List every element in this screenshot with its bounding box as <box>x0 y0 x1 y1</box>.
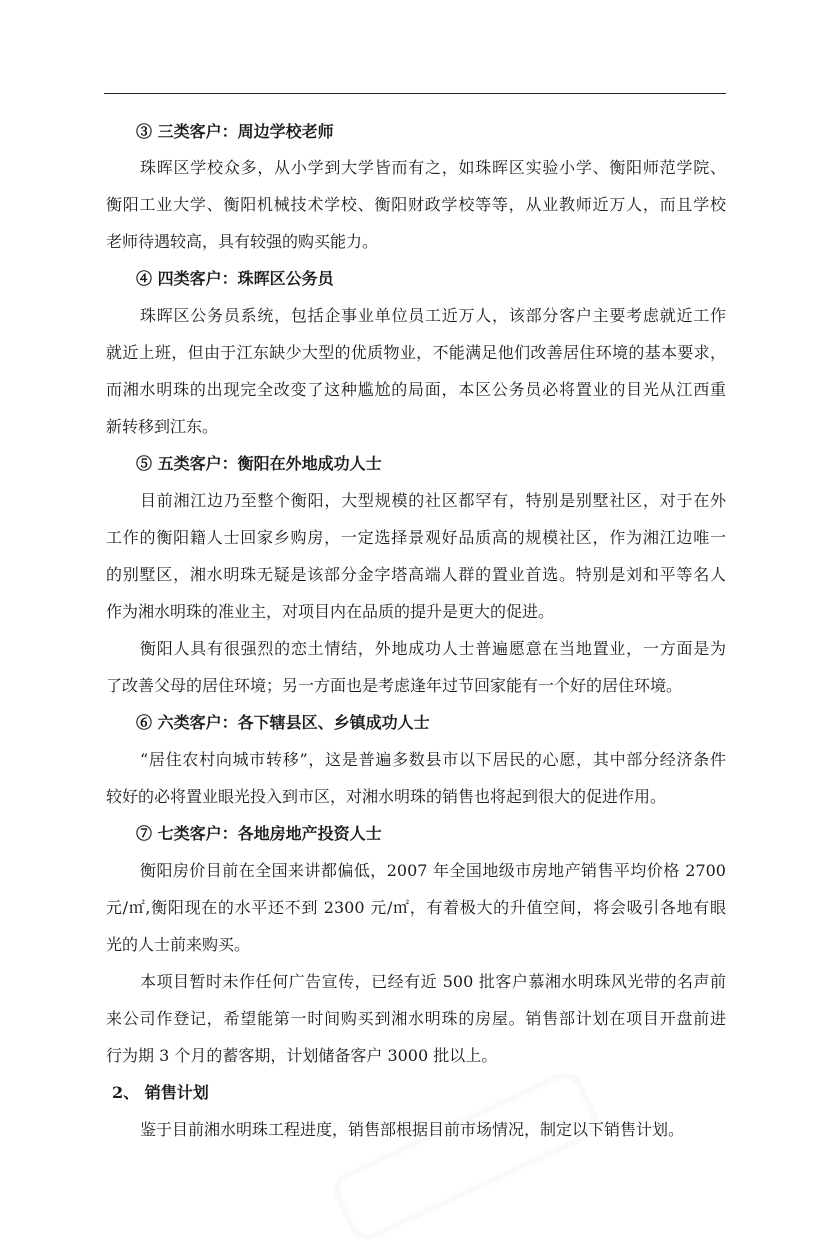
section-heading-c6: ⑥ 六类客户：各下辖县区、乡镇成功人士 <box>136 713 430 732</box>
paragraph-line: 行为期 3 个月的蓄客期，计划储备客户 3000 批以上。 <box>106 1046 498 1065</box>
paragraph-line: 本项目暂时未作任何广告宣传，已经有近 500 批客户慕湘水明珠风光带的名声前 <box>140 972 726 991</box>
paragraph-line: 工作的衡阳籍人士回家乡购房，一定选择景观好品质高的规模社区，作为湘江边唯一 <box>106 528 726 547</box>
section-heading-c7: ⑦ 七类客户：各地房地产投资人士 <box>136 824 382 843</box>
paragraph-line: 作为湘水明珠的准业主，对项目内在品质的提升是更大的促进。 <box>106 602 555 621</box>
paragraph-line: 而湘水明珠的出现完全改变了这种尴尬的局面，本区公务员必将置业的目光从江西重 <box>106 380 726 399</box>
paragraph-line: 来公司作登记，希望能第一时间购买到湘水明珠的房屋。销售部计划在项目开盘前进 <box>106 1009 726 1028</box>
paragraph-line: 元/㎡,衡阳现在的水平还不到 2300 元/㎡，有着极大的升值空间，将会吸引各地有眼 <box>106 898 726 917</box>
paragraph-line: 的别墅区，湘水明珠无疑是该部分金字塔高端人群的置业首选。特别是刘和平等名人 <box>106 565 726 584</box>
paragraph-line: 衡阳工业大学、衡阳机械技术学校、衡阳财政学校等等，从业教师近万人，而且学校 <box>106 195 726 214</box>
watermark-stamp <box>328 1066 605 1246</box>
paragraph-line: 老师待遇较高，具有较强的购买能力。 <box>106 232 379 251</box>
paragraph-line: “居住农村向城市转移”，这是普遍多数县市以下居民的心愿，其中部分经济条件 <box>140 750 726 769</box>
paragraph-line: 鉴于目前湘水明珠工程进度，销售部根据目前市场情况，制定以下销售计划。 <box>140 1120 685 1139</box>
paragraph-line: 珠晖区学校众多，从小学到大学皆而有之，如珠晖区实验小学、衡阳师范学院、 <box>140 158 726 177</box>
paragraph-line: 较好的必将置业眼光投入到市区，对湘水明珠的销售也将起到很大的促进作用。 <box>106 787 667 806</box>
paragraph-line: 衡阳人具有很强烈的恋土情结，外地成功人士普遍愿意在当地置业，一方面是为 <box>140 639 726 658</box>
paragraph-line: 光的人士前来购买。 <box>106 935 251 954</box>
section-heading-c3: ③ 三类客户：周边学校老师 <box>136 122 334 141</box>
section-heading-c4: ④ 四类客户：珠晖区公务员 <box>136 269 334 288</box>
header-rule <box>104 93 726 94</box>
section-heading-c5: ⑤ 五类客户：衡阳在外地成功人士 <box>136 454 382 473</box>
paragraph-line: 衡阳房价目前在全国来讲都偏低，2007 年全国地级市房地产销售平均价格 2700 <box>140 861 726 880</box>
paragraph-line: 目前湘江边乃至整个衡阳，大型规模的社区都罕有，特别是别墅社区，对于在外 <box>140 491 726 510</box>
paragraph-line: 新转移到江东。 <box>106 417 219 436</box>
paragraph-line: 珠晖区公务员系统，包括企事业单位员工近万人，该部分客户主要考虑就近工作 <box>140 306 726 325</box>
paragraph-line: 就近上班，但由于江东缺少大型的优质物业，不能满足他们改善居住环境的基本要求， <box>106 343 726 362</box>
paragraph-line: 了改善父母的居住环境；另一方面也是考虑逢年过节回家能有一个好的居住环境。 <box>106 676 683 695</box>
section-heading-sales-plan: 2、 销售计划 <box>112 1083 209 1102</box>
